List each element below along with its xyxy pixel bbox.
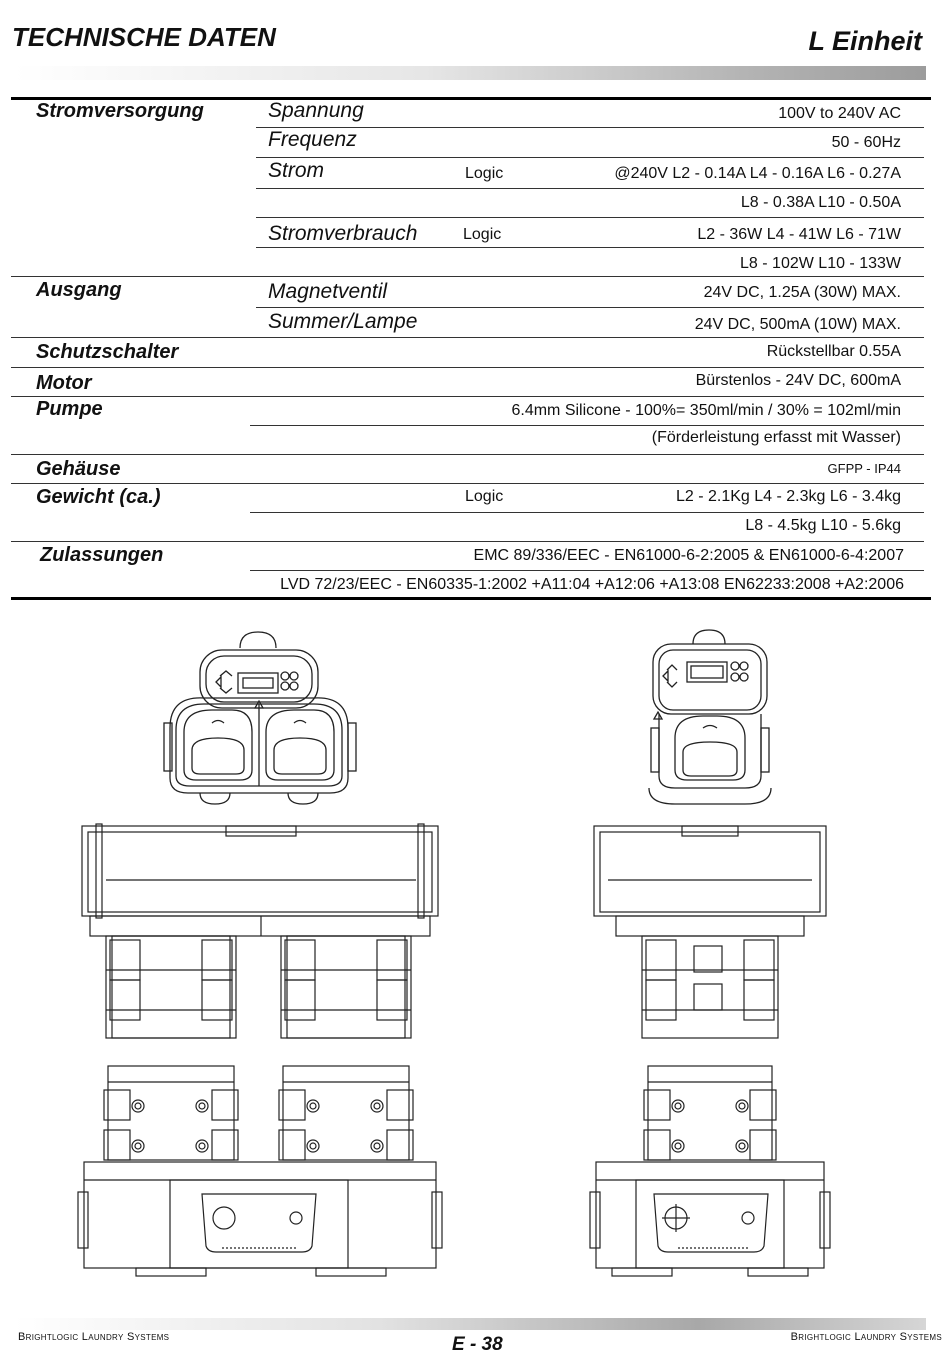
row-divider bbox=[250, 570, 924, 571]
housing-value: GFPP - IP44 bbox=[827, 461, 901, 476]
voltage-label: Spannung bbox=[268, 99, 364, 122]
single-unit-top-view-drawing bbox=[645, 626, 775, 808]
breaker-value: Rückstellbar 0.55A bbox=[766, 343, 901, 360]
row-divider bbox=[256, 217, 924, 218]
category-breaker: Schutzschalter bbox=[36, 341, 179, 363]
motor-value: Bürstenlos - 24V DC, 600mA bbox=[695, 372, 901, 389]
footer-brand-right: Brightlogic Laundry Systems bbox=[790, 1331, 942, 1343]
section-divider bbox=[11, 396, 924, 397]
approvals-line1: EMC 89/336/EEC - EN61000-6-2:2005 & EN61000-6-4:2007 bbox=[473, 547, 904, 564]
weight-line2: L8 - 4.5kg L10 - 5.6kg bbox=[745, 517, 901, 534]
category-output: Ausgang bbox=[36, 279, 122, 301]
page-title: TECHNISCHE DATEN bbox=[12, 22, 276, 52]
consumption-line2: L8 - 102W L10 - 133W bbox=[740, 255, 901, 272]
row-divider bbox=[256, 247, 924, 248]
single-unit-front-view-drawing bbox=[588, 820, 832, 1280]
section-divider bbox=[11, 276, 924, 277]
buzzer-value: 24V DC, 500mA (10W) MAX. bbox=[694, 316, 901, 333]
category-pump: Pumpe bbox=[36, 398, 103, 420]
category-approvals: Zulassungen bbox=[40, 544, 164, 566]
approvals-line2: LVD 72/23/EEC - EN60335-1:2002 +A11:04 +A12:06 +A13:08 EN62233:2008 +A2:2006 bbox=[280, 576, 904, 593]
footer-gradient-bar bbox=[14, 1318, 926, 1330]
section-divider bbox=[11, 367, 924, 368]
unit-title: L Einheit bbox=[808, 26, 922, 56]
consumption-line1: L2 - 36W L4 - 41W L6 - 71W bbox=[697, 226, 901, 243]
current-line1: @240V L2 - 0.14A L4 - 0.16A L6 - 0.27A bbox=[614, 165, 901, 182]
category-weight: Gewicht (ca.) bbox=[36, 486, 161, 508]
header-gradient-bar bbox=[14, 66, 926, 80]
current-model: Logic bbox=[465, 165, 504, 182]
frequency-label: Frequenz bbox=[268, 128, 357, 151]
double-unit-front-view-drawing bbox=[76, 820, 446, 1280]
double-unit-top-view-drawing bbox=[160, 628, 360, 808]
buzzer-label: Summer/Lampe bbox=[268, 310, 418, 333]
page-number: E - 38 bbox=[452, 1334, 503, 1355]
weight-model: Logic bbox=[465, 488, 504, 505]
pump-line1: 6.4mm Silicone - 100%= 350ml/min / 30% = 102ml/min bbox=[511, 402, 901, 419]
consumption-label: Stromverbrauch bbox=[268, 222, 418, 245]
footer-brand-left: Brightlogic Laundry Systems bbox=[18, 1331, 170, 1343]
section-divider bbox=[11, 483, 924, 484]
category-motor: Motor bbox=[36, 372, 92, 394]
current-label: Strom bbox=[268, 159, 325, 182]
row-divider bbox=[256, 188, 924, 189]
pump-line2: (Förderleistung erfasst mit Wasser) bbox=[651, 429, 901, 446]
row-divider bbox=[256, 307, 924, 308]
weight-line1: L2 - 2.1Kg L4 - 2.3kg L6 - 3.4kg bbox=[675, 488, 901, 505]
valve-value: 24V DC, 1.25A (30W) MAX. bbox=[703, 284, 901, 301]
section-divider bbox=[11, 541, 924, 542]
table-bottom-rule bbox=[11, 597, 931, 600]
section-divider bbox=[11, 454, 924, 455]
section-divider bbox=[11, 337, 924, 338]
consumption-model: Logic bbox=[463, 226, 502, 243]
category-power: Stromversorgung bbox=[36, 100, 204, 122]
row-divider bbox=[250, 425, 924, 426]
frequency-value: 50 - 60Hz bbox=[831, 134, 901, 151]
row-divider bbox=[256, 157, 924, 158]
valve-label: Magnetventil bbox=[268, 280, 388, 303]
row-divider bbox=[250, 512, 924, 513]
voltage-value: 100V to 240V AC bbox=[778, 105, 901, 122]
current-line2: L8 - 0.38A L10 - 0.50A bbox=[740, 194, 901, 211]
category-housing: Gehäuse bbox=[36, 458, 121, 480]
